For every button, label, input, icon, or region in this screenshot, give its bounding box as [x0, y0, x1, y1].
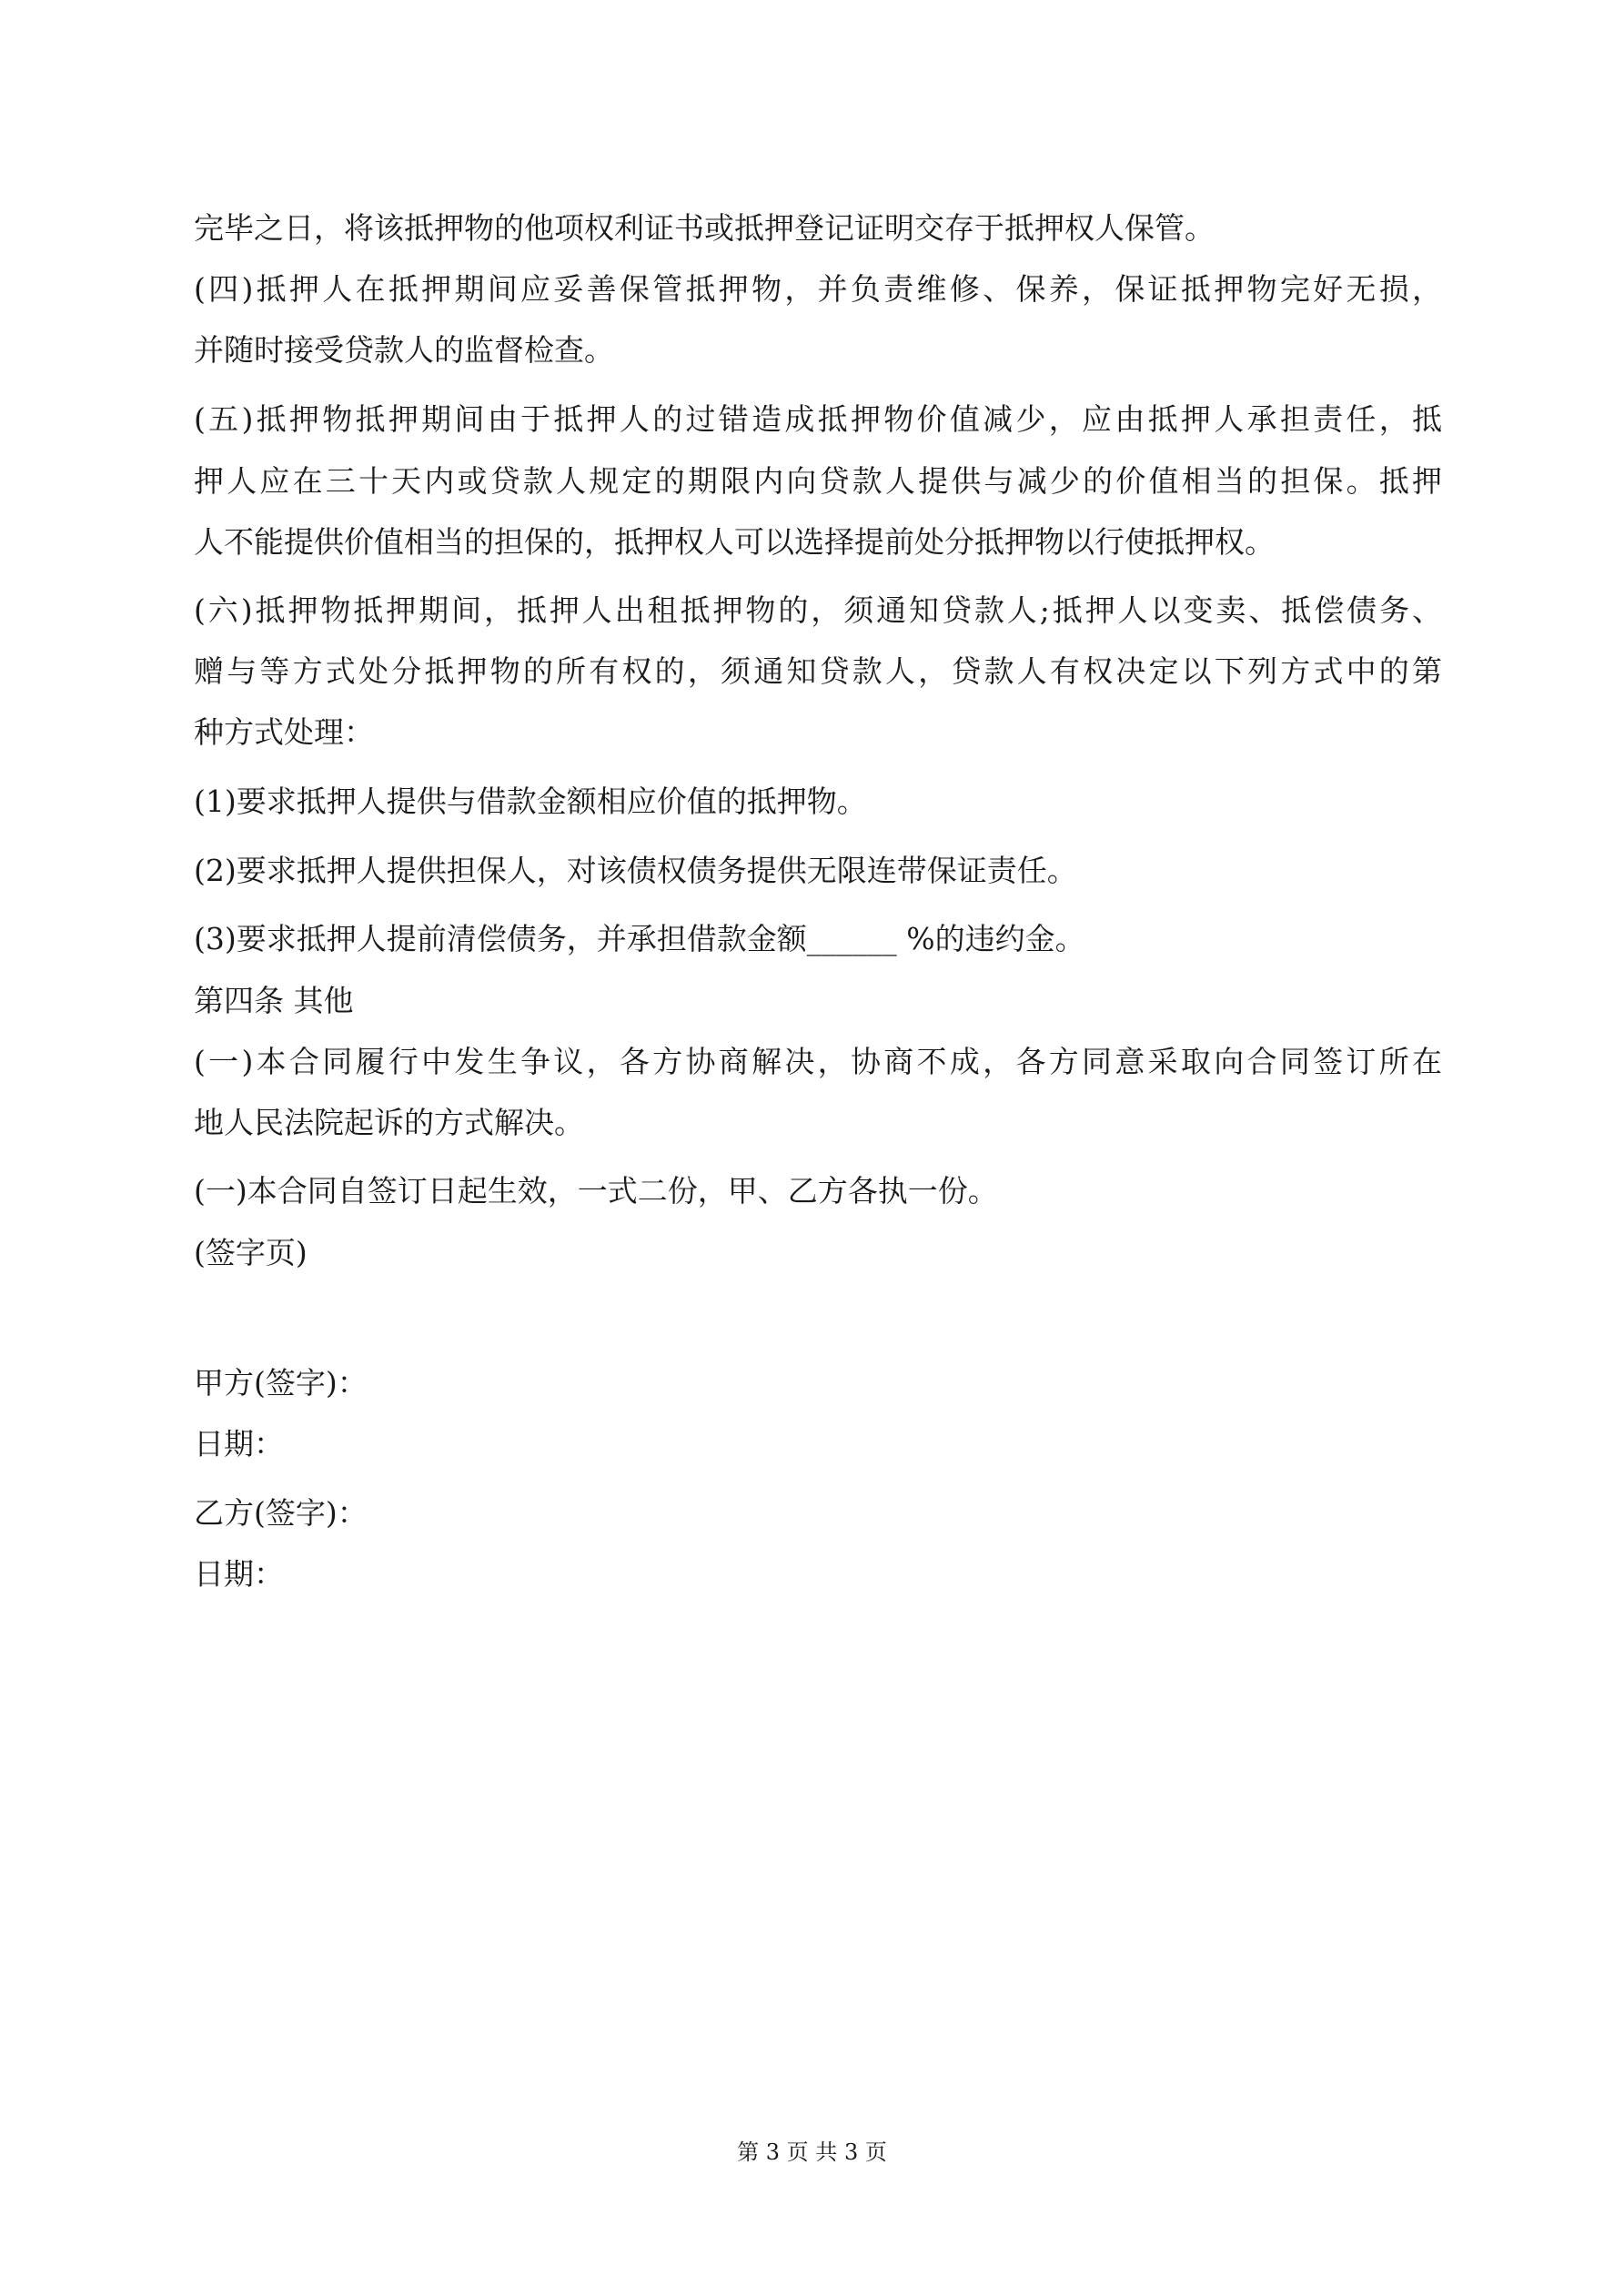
paragraph-line-7: (六)抵押物抵押期间，抵押人出租抵押物的，须通知贷款人;抵押人以变卖、抵偿债务、 — [194, 592, 1442, 628]
paragraph-line-2: (四)抵押人在抵押期间应妥善保管抵押物，并负责维修、保养，保证抵押物完好无损， — [194, 271, 1442, 307]
paragraph-line-16: (一)本合同自签订日起生效，一式二份，甲、乙方各执一份。 — [194, 1173, 998, 1209]
paragraph-line-8: 赠与等方式处分抵押物的所有权的，须通知贷款人，贷款人有权决定以下列方式中的第 — [194, 653, 1442, 689]
paragraph-line-6: 人不能提供价值相当的担保的，抵押权人可以选择提前处分抵押物以行使抵押权。 — [194, 524, 1275, 560]
party-a-signature-label: 甲方(签字)： — [194, 1365, 368, 1401]
paragraph-line-10: (1)要求抵押人提供与借款金额相应价值的抵押物。 — [194, 784, 867, 819]
party-b-signature-label: 乙方(签字)： — [194, 1495, 368, 1531]
paragraph-line-15: 地人民法院起诉的方式解决。 — [194, 1105, 584, 1140]
paragraph-line-5: 押人应在三十天内或贷款人规定的期限内向贷款人提供与减少的价值相当的担保。抵押 — [194, 463, 1442, 499]
paragraph-line-1: 完毕之日，将该抵押物的他项权利证书或抵押登记证明交存于抵押权人保管。 — [194, 210, 1215, 246]
paragraph-line-3: 并随时接受贷款人的监督检查。 — [194, 332, 614, 368]
party-a-date-label: 日期： — [194, 1426, 284, 1462]
paragraph-line-12: (3)要求抵押人提前清偿债务，并承担借款金额______ %的违约金。 — [194, 921, 1085, 956]
page-footer: 第 3 页 共 3 页 — [737, 2139, 887, 2165]
section-heading: 第四条 其他 — [194, 983, 354, 1018]
party-b-date-label: 日期： — [194, 1556, 284, 1592]
paragraph-line-11: (2)要求抵押人提供担保人，对该债权债务提供无限连带保证责任。 — [194, 853, 1077, 888]
signature-page-label: (签字页) — [194, 1235, 308, 1270]
paragraph-line-4: (五)抵押物抵押期间由于抵押人的过错造成抵押物价值减少，应由抵押人承担责任，抵 — [194, 401, 1442, 437]
paragraph-line-9: 种方式处理： — [194, 714, 374, 750]
paragraph-line-14: (一)本合同履行中发生争议，各方协商解决，协商不成，各方同意采取向合同签订所在 — [194, 1044, 1442, 1079]
